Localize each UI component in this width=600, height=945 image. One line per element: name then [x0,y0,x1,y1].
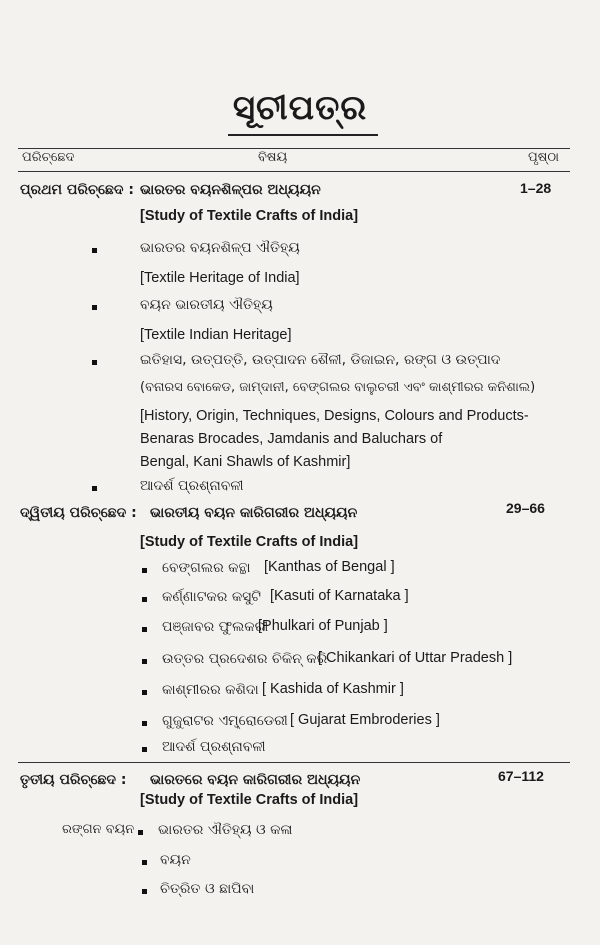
chapter-2-item-3-english: [Phulkari of Punjab ] [258,618,388,634]
header-top-rule [18,148,570,149]
chapter-1-item-3-odia-sub: (ବନାରସ ବୋକେଡ, ଜାମ୍‌ଦାନୀ, ବେଙ୍ଗଲର ବାଲୁଚରୀ ଏବଂ କାଶ୍ମୀରର କନିଶାଲ) [140,380,536,395]
page-title: ସୂଚୀପତ୍ର [232,88,368,128]
chapter-2-item-1-english: [Kanthas of Bengal ] [264,559,395,575]
chapter-1-english: [Study of Textile Crafts of India] [140,208,359,224]
bullet [142,860,147,865]
chapter-2-item-7-odia: ଆଦର୍ଶ ପ୍ରଶ୍ନାବଳୀ [162,739,266,755]
chapter-3-english: [Study of Textile Crafts of India] [140,792,359,808]
chapter-2-item-5-odia: କାଶ୍ମୀରର କଶିଦା [162,682,259,698]
chapter-1-item-3-english-3: Bengal, Kani Shawls of Kashmir] [140,454,351,470]
chapter-2-item-1-odia: ବେଙ୍ଗଲର କନ୍ଥା [162,560,251,576]
bullet [142,597,147,602]
chapter-2-item-6-english: [ Gujarat Embroderies ] [290,712,440,728]
chapter-1-label: ପ୍ରଥମ ପରିଚ୍ଛେଦ : [20,182,134,198]
chapter-2-item-5-english: [ Kashida of Kashmir ] [262,681,404,697]
chapter-3-pages: 67–112 [498,768,544,784]
chapter-1-item-1-english: [Textile Heritage of India] [140,270,300,286]
chapter-1-item-1-odia: ଭାରତର ବୟନଶିଳ୍ପ ଐତିହ୍ୟ [140,240,300,256]
chapter-1-item-2-odia: ବୟନ ଭାରତୀୟ ଐତିହ୍ୟ [140,297,273,313]
header-subject: ବିଷୟ [258,150,288,165]
bullet [142,721,147,726]
bullet [92,486,97,491]
chapter-2-item-2-odia: କର୍ଣ୍ଣାଟକର କସୁଟି [162,589,261,605]
chapter-2-item-6-odia: ଗୁଜୁରାଟର ଏମ୍ବ୍ରୋଡେରୀ [162,713,288,729]
chapter-2-item-4-english: [ Chikankari of Uttar Pradesh ] [318,650,513,666]
chapter-2-item-3-odia: ପଞ୍ଜାବର ଫୁଲକରୀ [162,619,269,635]
chapter-1-item-4-odia: ଆଦର୍ଶ ପ୍ରଶ୍ନାବଳୀ [140,478,244,494]
chapter-1-heading: ଭାରତର ବୟନଶିଳ୍ପର ଅଧ୍ୟୟନ [140,182,321,198]
chapter-3-label: ତୃତୀୟ ପରିଚ୍ଛେଦ : [20,772,127,788]
chapter-2-english: [Study of Textile Crafts of India] [140,534,359,550]
chapter-2-heading: ଭାରତୀୟ ବୟନ କାରିଗରୀର ଅଧ୍ୟୟନ [150,505,358,521]
bullet [142,568,147,573]
chapter-1-item-2-english: [Textile Indian Heritage] [140,327,292,343]
header-page: ପୃଷ୍ଠା [528,150,559,165]
chapter-2-item-2-english: [Kasuti of Karnataka ] [270,588,409,604]
chapter-1-item-3-english-1: [History, Origin, Techniques, Designs, Colours and Products- [140,408,529,424]
chapter-3-item-3-odia: ଚିତ୍ରିତ ଓ ଛାପିବା [160,881,255,897]
chapter-2-item-4-odia: ଉତ୍ତର ପ୍ରଦେଶର ଚିକିନ୍ କରି [162,651,328,667]
chapter-1-item-3-odia: ଇତିହାସ, ଉତ୍ପତ୍ତି, ଉତ୍ପାଦନ ଶୈଳୀ, ଡିଜାଇନ, ରଙ୍ଗ ଓ ଉତ୍ପାଦ [140,352,501,368]
header-chapter: ପରିଚ୍ଛେଦ [22,150,75,165]
chapter-3-item-1-odia: ଭାରତର ଐତିହ୍ୟ ଓ କଳା [158,822,293,838]
bullet [92,248,97,253]
header-bottom-rule [18,171,570,172]
chapter-3-heading: ଭାରତରେ ବୟନ କାରିଗରୀର ଅଧ୍ୟୟନ [150,772,361,788]
bullet [142,889,147,894]
chapter-1-item-3-english-2: Benaras Brocades, Jamdanis and Baluchars of [140,431,443,447]
bullet [142,627,147,632]
chapter-3-sublabel: ରଙ୍ଗନ ବୟନ [62,822,135,837]
bullet [142,747,147,752]
chapter-2-label: ଦ୍ୱିତୀୟ ପରିଚ୍ଛେଦ : [20,505,137,521]
section-rule [18,762,570,763]
bullet [92,360,97,365]
chapter-3-item-2-odia: ବୟନ [160,852,191,868]
chapter-1-pages: 1–28 [520,180,552,196]
bullet [142,690,147,695]
chapter-2-pages: 29–66 [506,500,545,516]
bullet [138,830,143,835]
title-underline [228,134,378,136]
bullet [92,305,97,310]
bullet [142,659,147,664]
